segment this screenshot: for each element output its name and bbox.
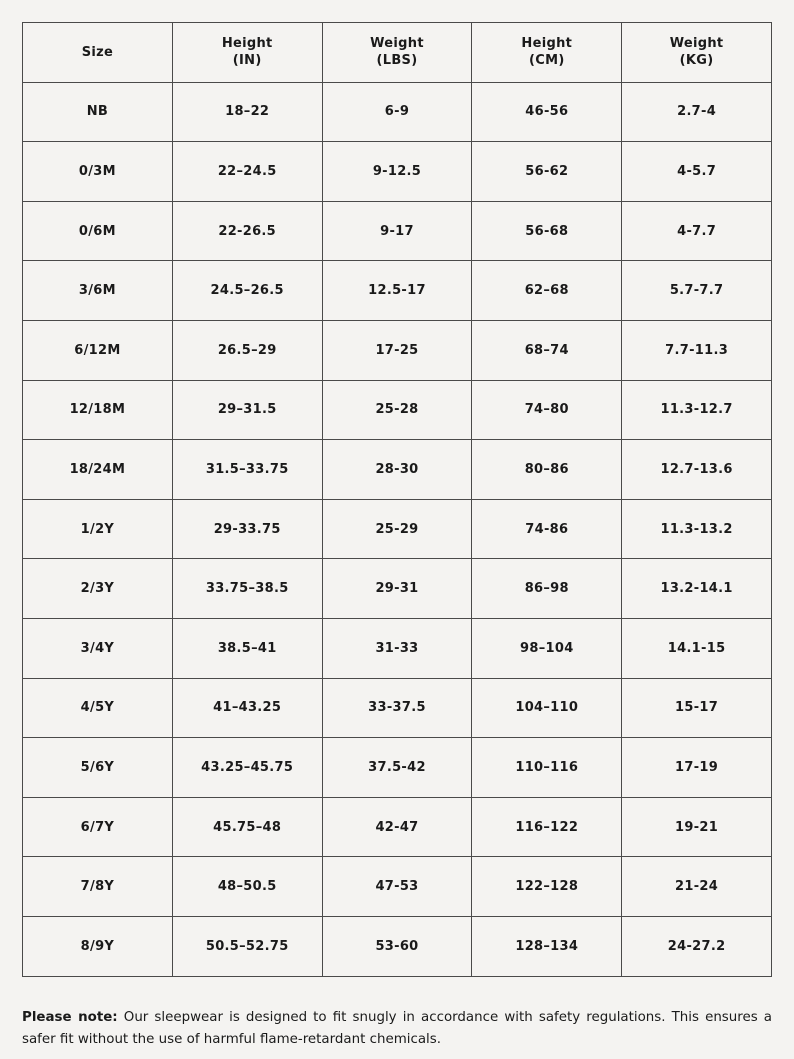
cell-height-in: 26.5–29 — [172, 320, 322, 380]
table-body — [23, 82, 772, 976]
table-row — [23, 618, 772, 678]
cell-weight-kg: 12.7-13.6 — [622, 440, 772, 500]
size-table — [22, 22, 772, 977]
table-row — [23, 380, 772, 440]
cell-height-in: 33.75–38.5 — [172, 559, 322, 619]
header-size: Size — [23, 23, 173, 83]
cell-weight-kg: 14.1-15 — [622, 618, 772, 678]
cell-weight-lbs: 9-12.5 — [322, 142, 472, 202]
cell-height-in: 43.25–45.75 — [172, 738, 322, 798]
cell-height-in: 22–24.5 — [172, 142, 322, 202]
table-row — [23, 678, 772, 738]
cell-height-cm: 46-56 — [472, 82, 622, 142]
cell-weight-kg: 4-5.7 — [622, 142, 772, 202]
cell-size: 4/5Y — [23, 678, 173, 738]
cell-height-cm: 80–86 — [472, 440, 622, 500]
table-row — [23, 559, 772, 619]
cell-weight-lbs: 25-29 — [322, 499, 472, 559]
header-weight-lbs: Weight (LBS) — [322, 23, 472, 83]
header-height-cm: Height (CM) — [472, 23, 622, 83]
cell-weight-lbs: 42-47 — [322, 797, 472, 857]
cell-weight-kg: 17-19 — [622, 738, 772, 798]
fit-note — [22, 1007, 772, 1051]
cell-size: 3/6M — [23, 261, 173, 321]
cell-height-in: 24.5–26.5 — [172, 261, 322, 321]
cell-weight-kg: 11.3-12.7 — [622, 380, 772, 440]
table-row — [23, 440, 772, 500]
cell-height-cm: 122–128 — [472, 857, 622, 917]
cell-height-cm: 74–80 — [472, 380, 622, 440]
cell-height-in: 45.75–48 — [172, 797, 322, 857]
cell-height-cm: 68–74 — [472, 320, 622, 380]
cell-weight-kg: 24-27.2 — [622, 916, 772, 976]
table-row — [23, 738, 772, 798]
cell-weight-lbs: 47-53 — [322, 857, 472, 917]
cell-height-in: 29-33.75 — [172, 499, 322, 559]
cell-size: 2/3Y — [23, 559, 173, 619]
cell-weight-kg: 13.2-14.1 — [622, 559, 772, 619]
cell-height-cm: 110–116 — [472, 738, 622, 798]
header-weight-kg: Weight (KG) — [622, 23, 772, 83]
note-text: Our sleepwear is designed to fit snugly in accordance with safety regulations. This ensures a safer fit without the use of harmful flame-retardant chemicals. — [22, 1010, 773, 1048]
cell-weight-lbs: 29-31 — [322, 559, 472, 619]
cell-weight-kg: 2.7-4 — [622, 82, 772, 142]
cell-size: 0/6M — [23, 201, 173, 261]
cell-weight-lbs: 37.5-42 — [322, 738, 472, 798]
cell-height-cm: 86–98 — [472, 559, 622, 619]
cell-size: 6/12M — [23, 320, 173, 380]
cell-height-in: 48–50.5 — [172, 857, 322, 917]
cell-height-cm: 56-62 — [472, 142, 622, 202]
cell-height-cm: 128–134 — [472, 916, 622, 976]
cell-size: 12/18M — [23, 380, 173, 440]
cell-height-in: 31.5–33.75 — [172, 440, 322, 500]
cell-weight-lbs: 6-9 — [322, 82, 472, 142]
cell-weight-kg: 7.7-11.3 — [622, 320, 772, 380]
table-row — [23, 499, 772, 559]
cell-height-in: 29–31.5 — [172, 380, 322, 440]
cell-size: 1/2Y — [23, 499, 173, 559]
cell-height-cm: 116–122 — [472, 797, 622, 857]
cell-height-in: 18–22 — [172, 82, 322, 142]
cell-size: 7/8Y — [23, 857, 173, 917]
cell-height-in: 50.5–52.75 — [172, 916, 322, 976]
note-label: Please note: — [22, 1010, 118, 1026]
size-chart — [22, 22, 772, 977]
cell-height-cm: 104–110 — [472, 678, 622, 738]
table-row — [23, 857, 772, 917]
cell-size: 18/24M — [23, 440, 173, 500]
table-row — [23, 261, 772, 321]
cell-size: NB — [23, 82, 173, 142]
cell-size: 5/6Y — [23, 738, 173, 798]
table-row — [23, 797, 772, 857]
cell-size: 0/3M — [23, 142, 173, 202]
cell-height-cm: 62–68 — [472, 261, 622, 321]
cell-height-cm: 56-68 — [472, 201, 622, 261]
cell-weight-kg: 15-17 — [622, 678, 772, 738]
cell-size: 8/9Y — [23, 916, 173, 976]
table-row — [23, 142, 772, 202]
cell-height-in: 22-26.5 — [172, 201, 322, 261]
cell-height-in: 41–43.25 — [172, 678, 322, 738]
cell-weight-lbs: 9-17 — [322, 201, 472, 261]
cell-weight-lbs: 53-60 — [322, 916, 472, 976]
cell-weight-lbs: 17-25 — [322, 320, 472, 380]
cell-weight-lbs: 25-28 — [322, 380, 472, 440]
header-height-in: Height (IN) — [172, 23, 322, 83]
cell-weight-kg: 21-24 — [622, 857, 772, 917]
cell-weight-kg: 19-21 — [622, 797, 772, 857]
cell-weight-lbs: 28-30 — [322, 440, 472, 500]
cell-height-cm: 98–104 — [472, 618, 622, 678]
cell-weight-kg: 11.3-13.2 — [622, 499, 772, 559]
cell-weight-kg: 5.7-7.7 — [622, 261, 772, 321]
cell-height-cm: 74-86 — [472, 499, 622, 559]
cell-weight-kg: 4-7.7 — [622, 201, 772, 261]
table-row — [23, 82, 772, 142]
cell-weight-lbs: 31-33 — [322, 618, 472, 678]
table-row — [23, 320, 772, 380]
table-row — [23, 201, 772, 261]
header-row — [23, 23, 772, 83]
cell-height-in: 38.5–41 — [172, 618, 322, 678]
cell-weight-lbs: 12.5-17 — [322, 261, 472, 321]
cell-size: 6/7Y — [23, 797, 173, 857]
cell-weight-lbs: 33-37.5 — [322, 678, 472, 738]
cell-size: 3/4Y — [23, 618, 173, 678]
table-row — [23, 916, 772, 976]
